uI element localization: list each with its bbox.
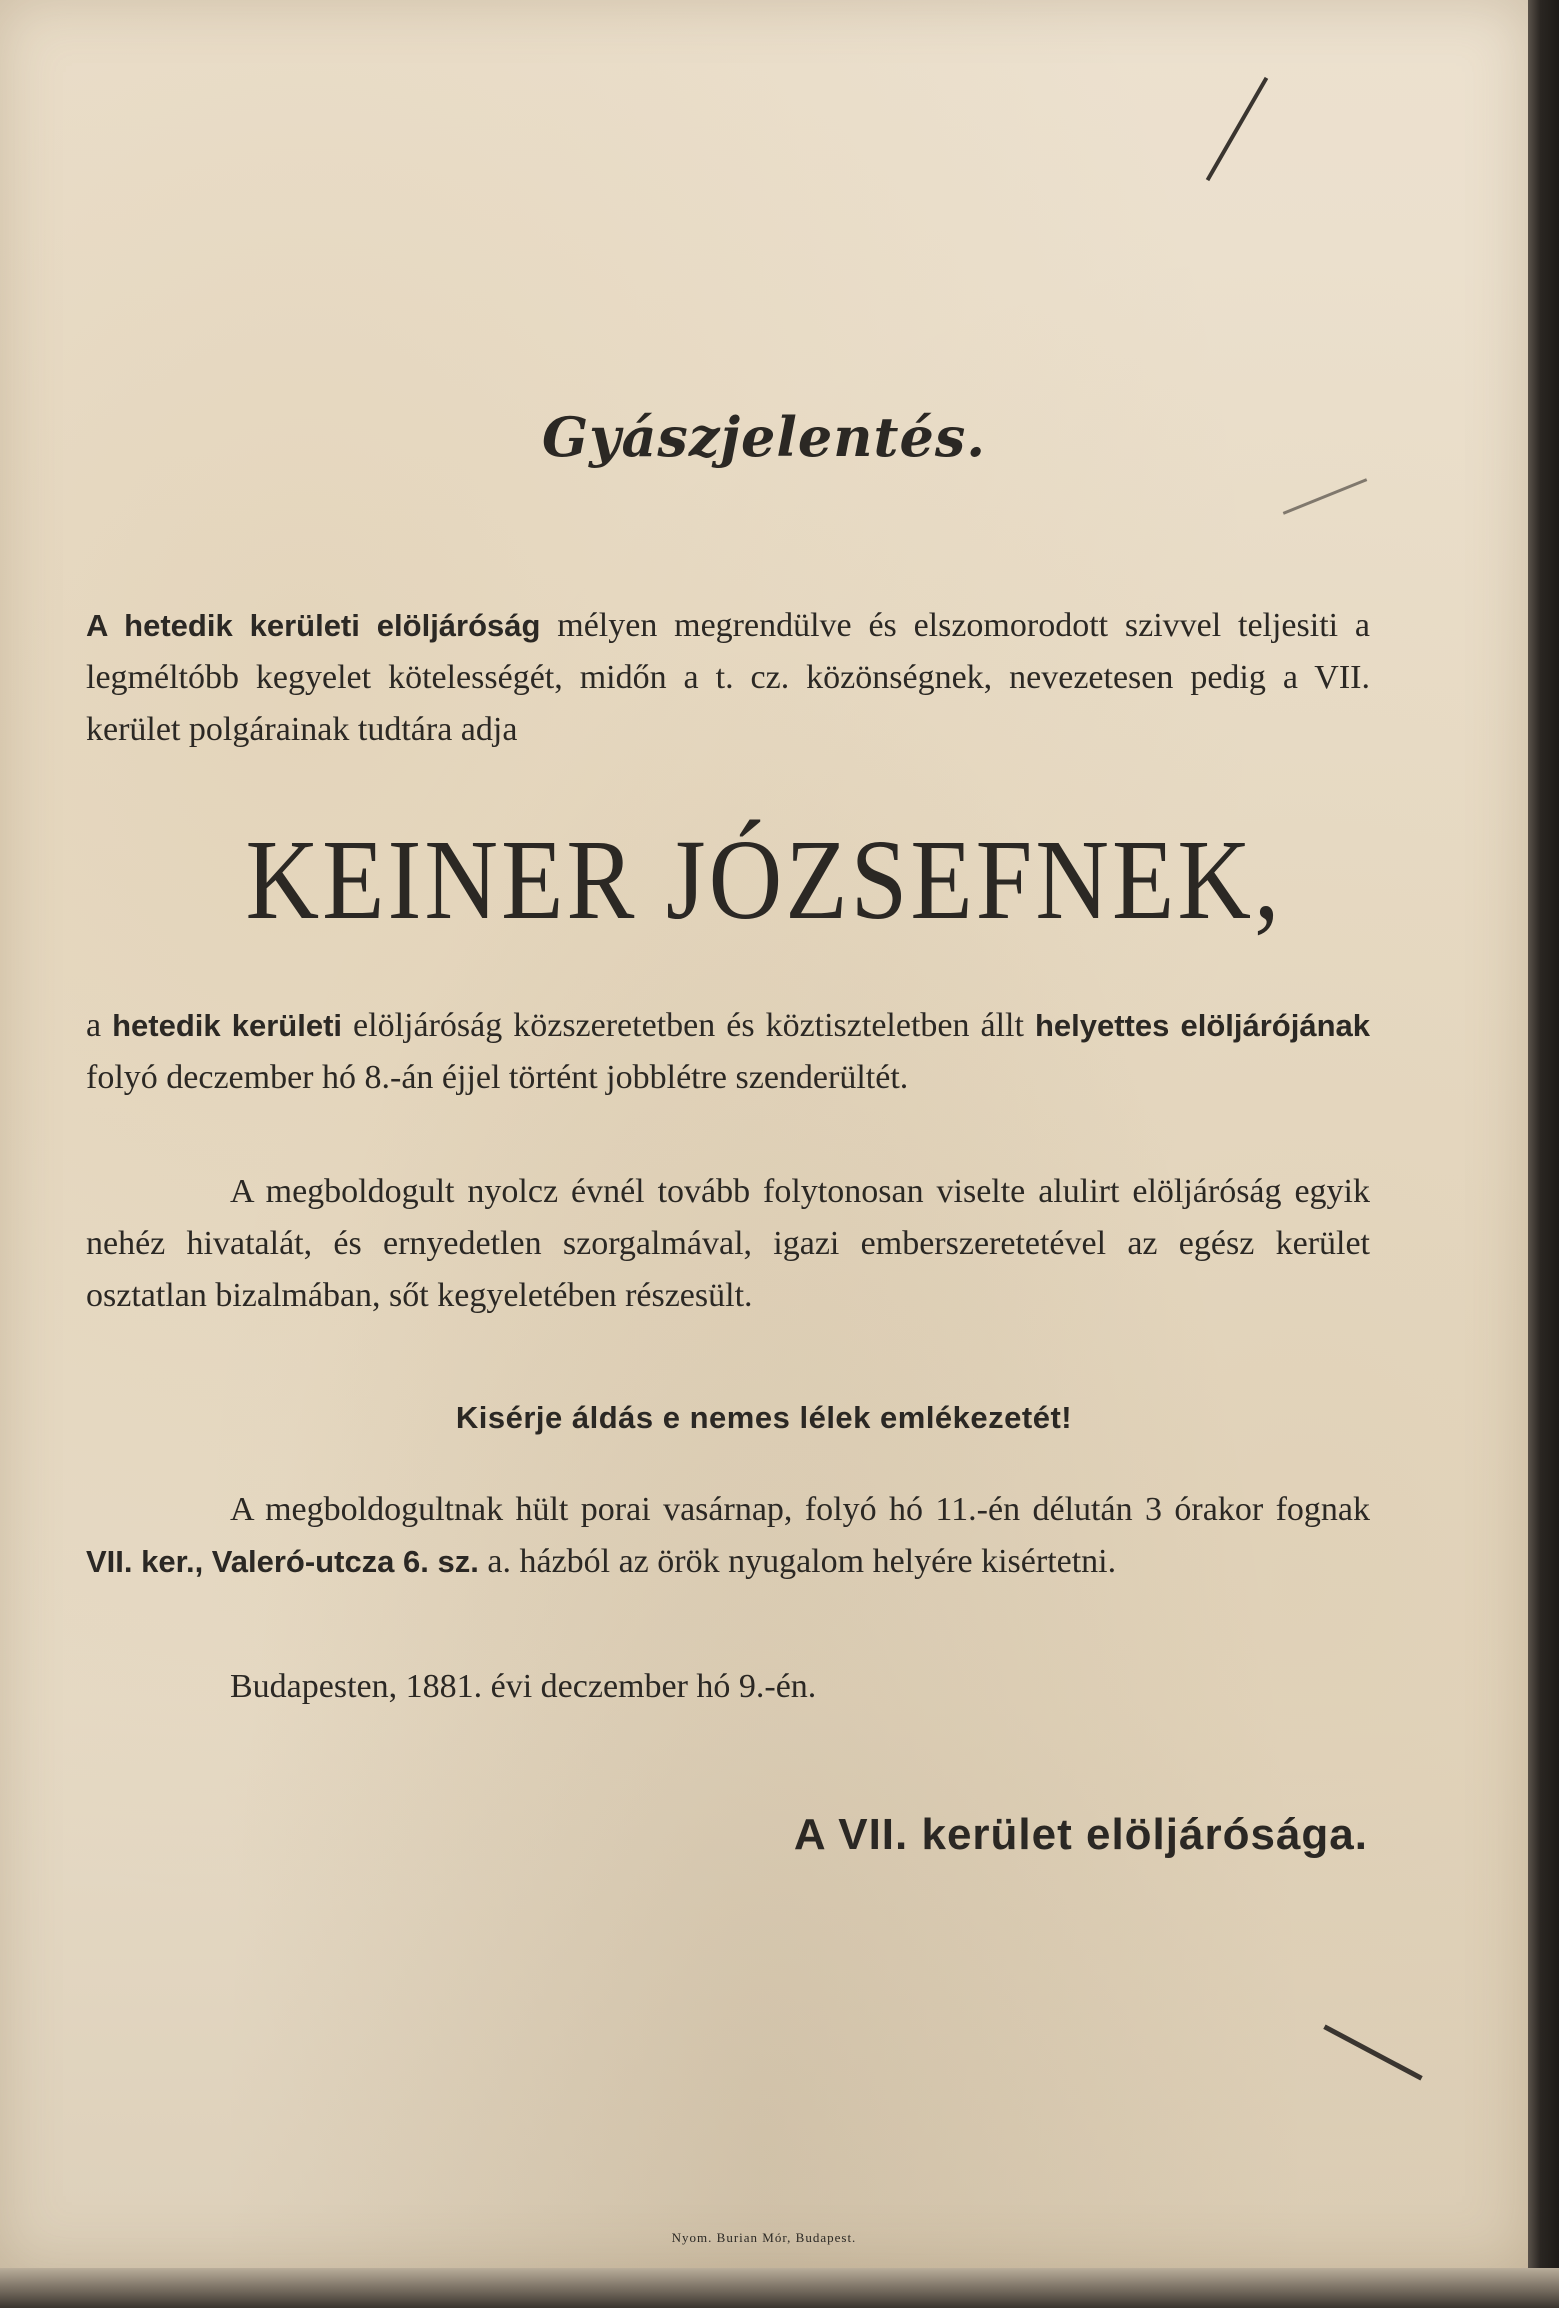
dateline: Budapesten, 1881. évi deczember hó 9.-én. <box>230 1668 817 1705</box>
deceased-name: KEINER JÓZSEFNEK, <box>245 817 1283 944</box>
scan-right-edge <box>1528 0 1559 2308</box>
death-bold-1: hetedik kerületi <box>112 1008 343 1043</box>
funeral-address-bold: VII. ker., Valeró-utcza 6. sz. <box>86 1544 479 1579</box>
service-paragraph: A megboldogult nyolcz évnél tovább folytonosan viselte alulirt elöljáróság egyik nehéz hivatalát, és ernyedetlen szorgalmával, igazi emberszeretetével az egész kerület osztatlan bizalmában, sőt kegyeletében részesült. <box>86 1173 1370 1314</box>
death-text-3: folyó deczember hó 8.-án éjjel történt jobblétre szenderültét. <box>86 1059 909 1096</box>
intro-paragraph <box>86 600 1370 756</box>
faint-pencil-mark <box>1283 478 1368 514</box>
funeral-text-2: a. házból az örök nyugalom helyére kisértetni. <box>478 1543 1117 1580</box>
signature: A VII. kerület elöljárósága. <box>793 1810 1368 1859</box>
pencil-stroke-mark <box>1206 77 1268 181</box>
intro-text: mélyen megrendülve és elszomorodott szivvel teljesiti a legméltóbb kegyelet kötelességét, midőn a t. cz. közönségnek, nevezetesen pedig a VII. kerület polgárainak tudtára adja <box>86 607 1370 748</box>
printer-imprint: Nyom. Burian Mór, Budapest. <box>671 2230 857 2245</box>
scan-bottom-edge <box>0 2268 1559 2308</box>
funeral-paragraph <box>86 1484 1370 1588</box>
blessing-line: Kisérje áldás e nemes lélek emlékezetét! <box>455 1400 1073 1435</box>
death-text-2: elöljáróság közszeretetben és köztiszteletben állt <box>342 1007 1035 1044</box>
intro-lead-bold: A hetedik kerületi elöljáróság <box>86 608 541 643</box>
death-paragraph <box>86 1000 1370 1104</box>
notice-heading: Gyászjelentés. <box>541 405 987 469</box>
death-bold-2: helyettes elöljárójának <box>1034 1008 1371 1043</box>
funeral-text-1: A megboldogultnak hült porai vasárnap, folyó hó 11.-én délután 3 órakor fognak <box>230 1491 1370 1528</box>
death-text-1: a <box>86 1007 113 1044</box>
pencil-stroke-mark <box>1323 2024 1422 2080</box>
